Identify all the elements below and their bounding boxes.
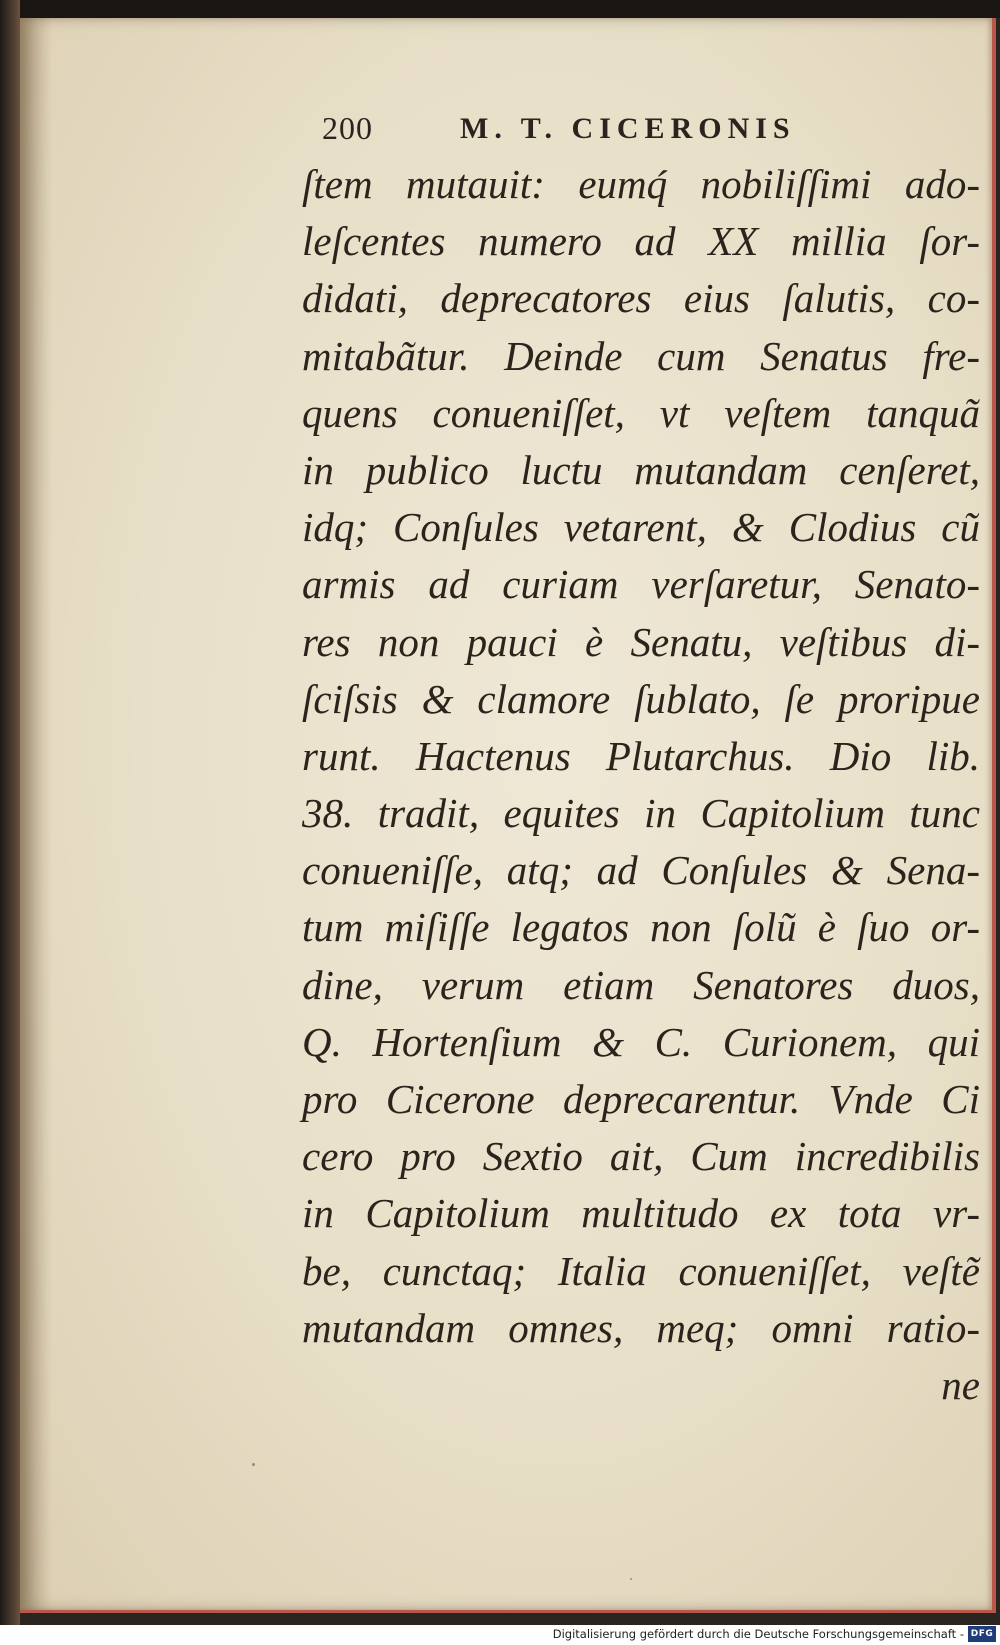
digitization-footer [0, 1625, 1000, 1645]
text-line: runt. Hactenus Plutarchus. Dio lib. [302, 732, 980, 779]
text-line: mutandam omnes, meq; omni ratio- [302, 1304, 980, 1351]
text-line: dine, verum etiam Senatores duos, [302, 961, 980, 1008]
text-line: leſcentes numero ad XX millia ſor- [302, 218, 980, 265]
text-line: armis ad curiam verſaretur, Senato- [302, 561, 980, 608]
text-line: ſciſsis & clamore ſublato, ſe proripue [302, 675, 980, 722]
paper-speck [252, 1463, 255, 1466]
book-page [20, 18, 996, 1613]
text-line: conueniſſe, atq; ad Conſules & Sena- [302, 847, 980, 894]
text-line: mitabãtur. Deinde cum Senatus fre- [302, 332, 980, 379]
text-line: in publico luctu mutandam cenſeret, [302, 446, 980, 493]
text-line: ſtem mutauit: eumq́ nobiliſſimi ado- [302, 161, 980, 207]
text-line: didati, deprecatores eius ſalutis, co- [302, 275, 980, 322]
text-line: Q. Hortenſium & C. Curionem, qui [302, 1018, 980, 1065]
text-line: in Capitolium multitudo ex tota vr- [302, 1190, 980, 1237]
page-number: 200 [322, 110, 373, 146]
text-line: be, cunctaq; Italia conueniſſet, veſtẽ [302, 1247, 980, 1294]
text-line: idq; Conſules vetarent, & Clodius cũ [302, 504, 980, 551]
book-binding-edge [0, 0, 20, 1625]
paper-speck [630, 1578, 632, 1580]
text-line: res non pauci è Senatu, veſtibus di- [302, 618, 980, 665]
text-line: pro Cicerone deprecarentur. Vnde Ci [302, 1076, 980, 1122]
dfg-logo: DFG [968, 1626, 996, 1642]
running-head [310, 100, 990, 150]
body-text [302, 156, 980, 1414]
text-line: tum miſiſſe legatos non ſolũ è ſuo or- [302, 904, 980, 951]
catchword: ne [941, 1361, 980, 1408]
scan-top-edge [0, 0, 1000, 18]
text-line: quens conueniſſet, vt veſtem tanquã [302, 389, 980, 436]
gutter-shadow [20, 18, 52, 1610]
funding-notice: Digitalisierung gefördert durch die Deutsche Forschungsgemeinschaft - [552, 1627, 964, 1641]
running-title: M. T. CICERONIS [460, 112, 796, 145]
text-line: 38. tradit, equites in Capitolium tunc [302, 790, 980, 837]
text-line: cero pro Sextio ait, Cum incredibilis [302, 1133, 980, 1180]
